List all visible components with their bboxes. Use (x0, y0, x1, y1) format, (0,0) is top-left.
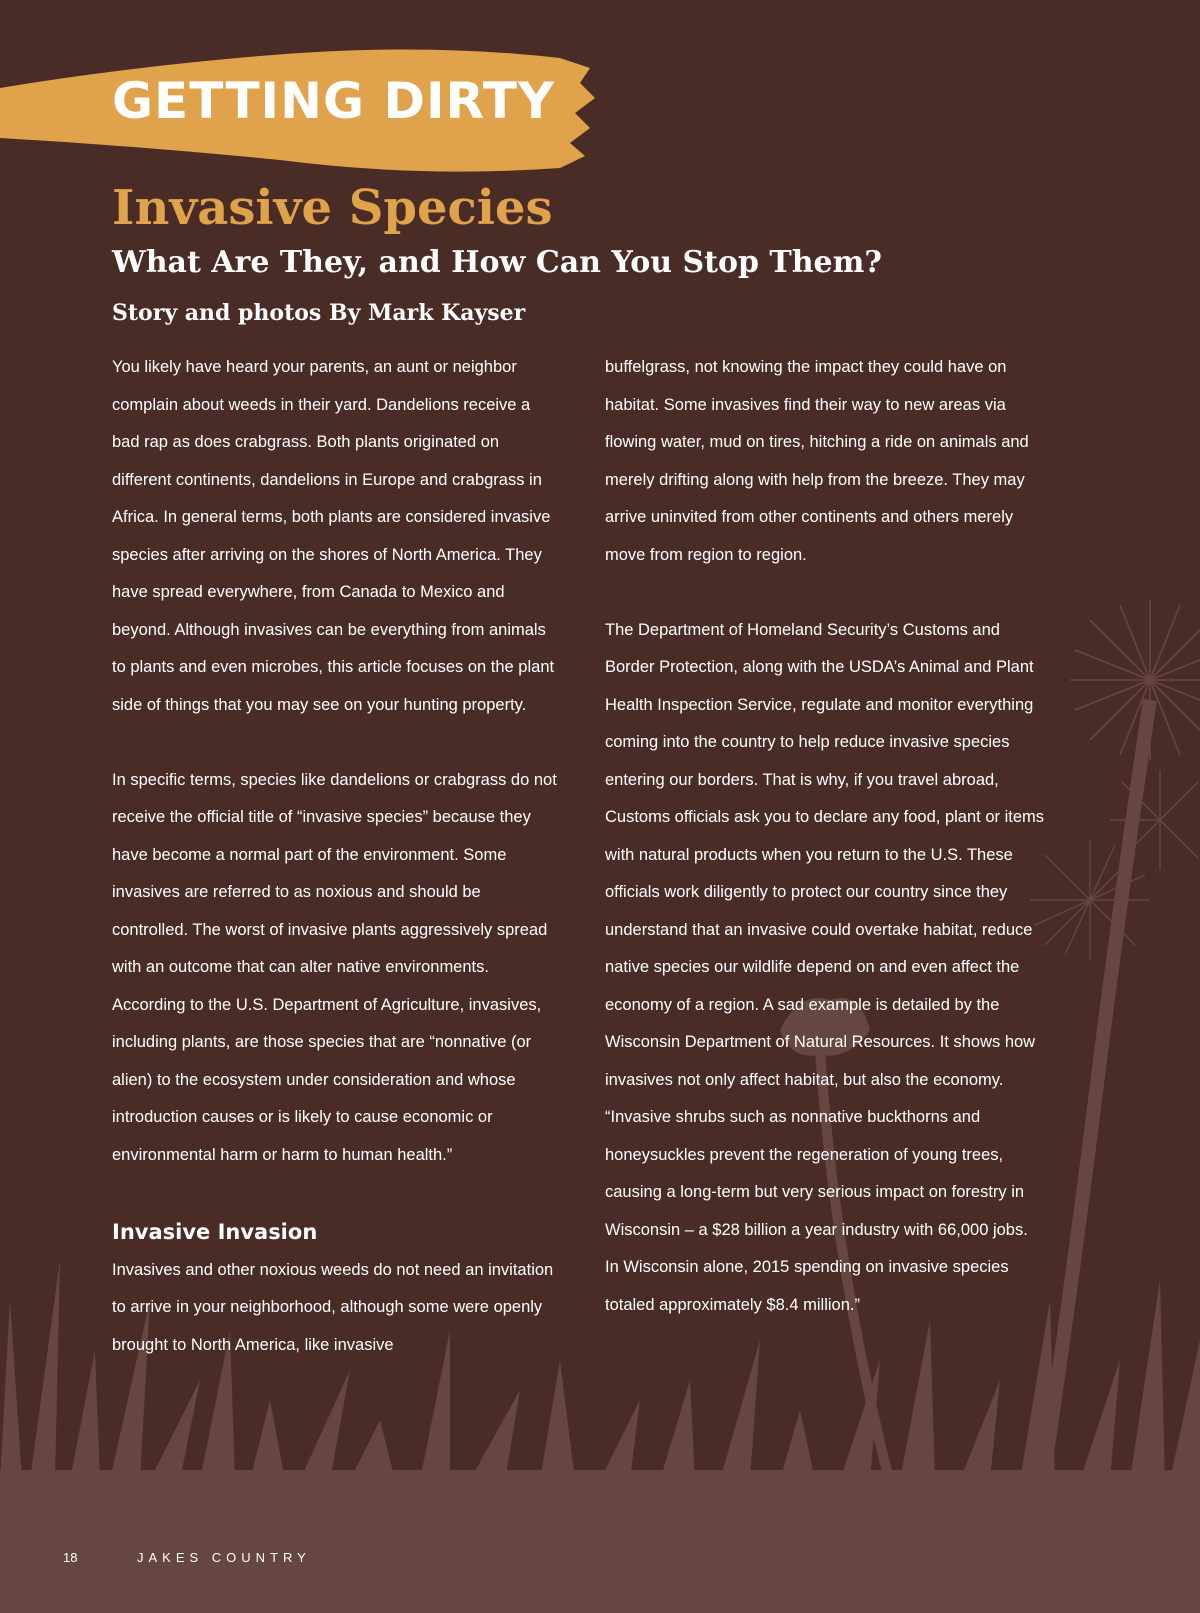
article-column-right (605, 349, 1045, 1362)
section-heading: Invasive Invasion (112, 1219, 318, 1244)
paragraph: In specific terms, species like dandelions or crabgrass do not receive the official title of “invasive species” because they have become a normal part of the environment. Some invasives are referred to as noxious and should be controlled. The worst of invasive plants aggressively spread with an outcome that can alter native environments. According to the U.S. Department of Agriculture, invasives, including plants, are those species that are “nonnative (or alien) to the ecosystem under consideration and whose introduction causes or is likely to cause economic or environmental harm or harm to human health.” (112, 770, 557, 1164)
page-number: 18 (63, 1550, 78, 1565)
paragraph: buffelgrass, not knowing the impact they could have on habitat. Some invasives find their way to new areas via flowing water, mud on tires, hitching a ride on animals and merely drifting along with help from the breeze. They may arrive uninvited from other continents and others merely move from region to region. (605, 358, 1029, 564)
page-title: Invasive Species (112, 180, 553, 236)
paragraph: Invasives and other noxious weeds do not need an invitation to arrive in your neighborhood, although some were openly brought to North America, like invasive (112, 1260, 554, 1354)
page-subtitle: What Are They, and How Can You Stop Them? (112, 245, 882, 280)
paragraph: You likely have heard your parents, an aunt or neighbor complain about weeds in their yard. Dandelions receive a bad rap as does crabgrass. Both plants originated on different continents, dandelions in Europe and crabgrass in Africa. In general terms, both plants are considered invasive species after arriving on the shores of North America. They have spread everywhere, from Canada to Mexico and beyond. Although invasives can be everything from animals to plants and even microbes, this article focuses on the plant side of things that you may see on your hunting property. (112, 358, 555, 714)
paragraph: The Department of Homeland Security’s Customs and Border Protection, along with the USDA’s Animal and Plant Health Inspection Service, regulate and monitor everything coming into the country to help reduce invasive species entering our borders. That is why, if you travel abroad, Customs officials ask you to declare any food, plant or items with natural products when you return to the U.S. These officials work diligently to protect our country since they understand that an invasive could overtake habitat, reduce native species our wildlife depend on and even affect the economy of a region. A sad example is detailed by the Wisconsin Department of Natural Resources. It shows how invasives not only affect habitat, but also the economy. “Invasive shrubs such as nonnative buckthorns and honeysuckles prevent the regeneration of young trees, causing a long-term but very serious impact on forestry in Wisconsin – a $28 billion a year industry with 66,000 jobs. In Wisconsin alone, 2015 spending on invasive species totaled approximately $8.4 million.” (605, 620, 1044, 1314)
article-column-left (112, 349, 557, 1402)
byline: Story and photos By Mark Kayser (112, 300, 526, 326)
magazine-name: JAKES COUNTRY (137, 1550, 311, 1565)
section-label: GETTING DIRTY (112, 72, 556, 130)
